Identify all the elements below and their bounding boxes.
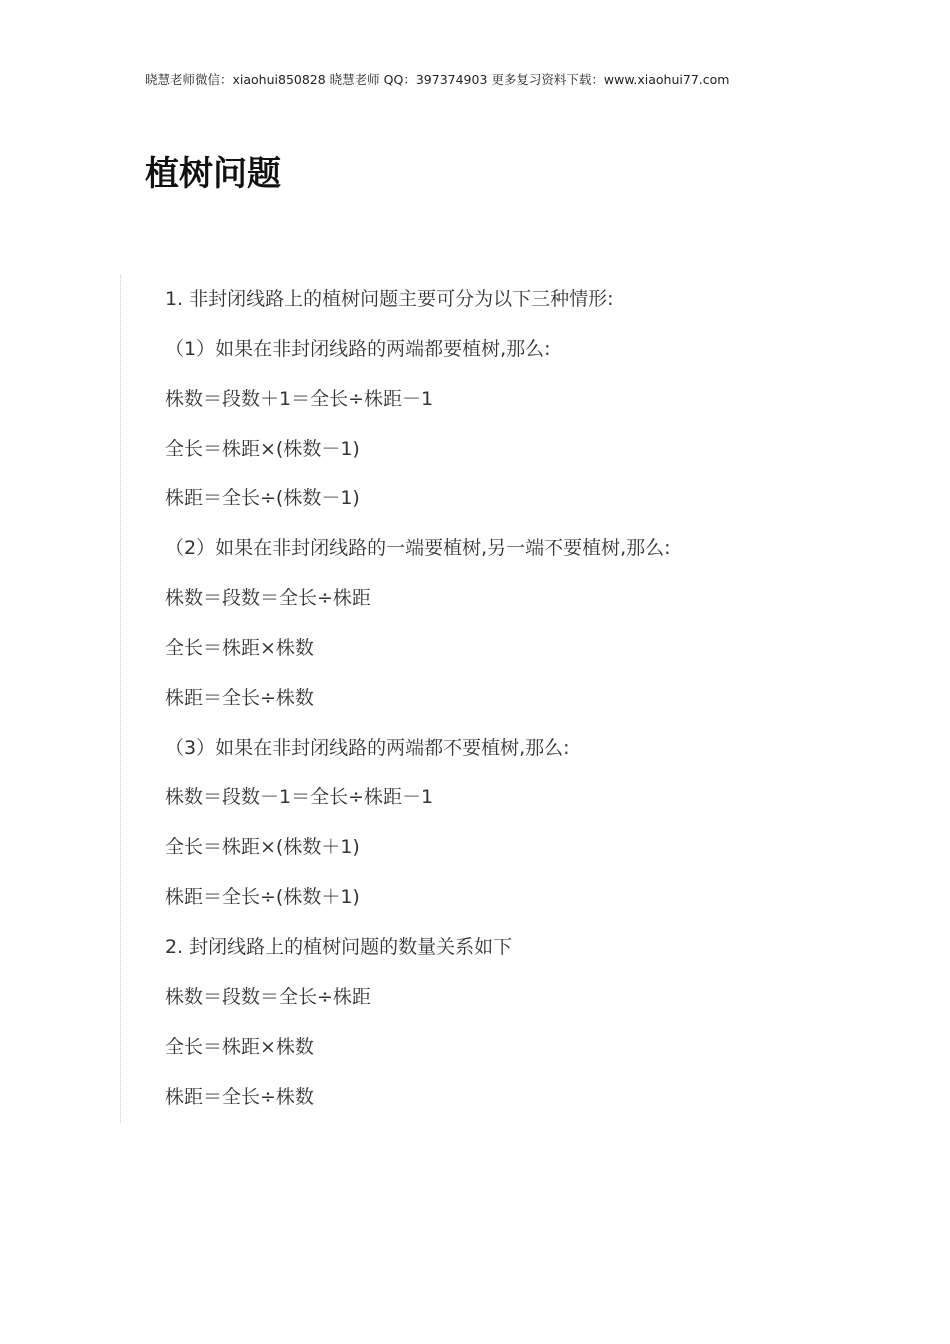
content-line: 株数＝段数＝全长÷株距: [165, 587, 371, 610]
content-line: 株距＝全长÷(株数－1): [165, 487, 360, 510]
content-line: （1）如果在非封闭线路的两端都要植树,那么:: [165, 337, 551, 360]
content-line: 全长＝株距×(株数＋1): [165, 836, 360, 859]
content-line: （3）如果在非封闭线路的两端都不要植树,那么:: [165, 736, 570, 759]
content-line: 株距＝全长÷株数: [165, 1085, 314, 1108]
content-line: 2. 封闭线路上的植树问题的数量关系如下: [165, 935, 513, 958]
content-lines: [165, 285, 671, 1132]
content-line: 株数＝段数＋1＝全长÷株距－1: [165, 387, 434, 410]
content-line: 株距＝全长÷株数: [165, 686, 314, 709]
page-title: 植树问题: [145, 154, 281, 194]
content-line: 全长＝株距×(株数－1): [165, 437, 360, 460]
header-contact-line: 晓慧老师微信：xiaohui850828 晓慧老师 QQ：397374903 更多复习资料下载：www.xiaohui77.com: [145, 72, 730, 87]
content-block: [120, 275, 821, 1123]
content-line: 全长＝株距×株数: [165, 636, 314, 659]
content-line: 株数＝段数－1＝全长÷株距－1: [165, 786, 434, 809]
content-line: 全长＝株距×株数: [165, 1035, 314, 1058]
content-line: 1. 非封闭线路上的植树问题主要可分为以下三种情形:: [165, 288, 614, 310]
content-line: 株数＝段数＝全长÷株距: [165, 985, 371, 1008]
content-line: 株距＝全长÷(株数＋1): [165, 886, 360, 909]
content-line: （2）如果在非封闭线路的一端要植树,另一端不要植树,那么:: [165, 537, 671, 560]
